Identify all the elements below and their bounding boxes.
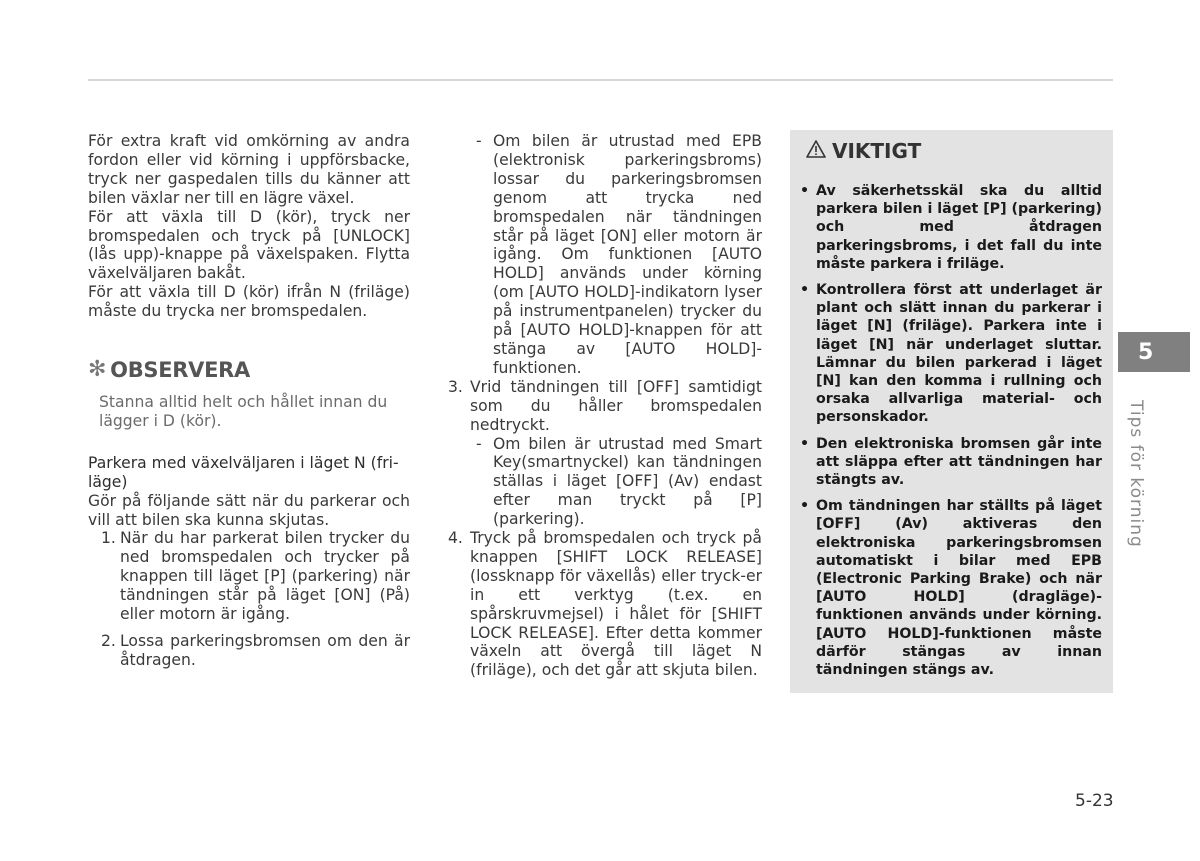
- warning-triangle-icon: [806, 139, 826, 163]
- procedure-intro: Gör på följande sätt när du parkerar och vill att bilen ska kunna skjutas.: [88, 491, 410, 529]
- left-column: [88, 132, 410, 670]
- shift-d-paragraph: För att växla till D (kör), tryck ner bromspedalen och tryck på [UNLOCK] (lås upp)-knappe på växelspaken. Flytta växelväljaren bakåt.: [88, 207, 410, 283]
- list-item: 2. Lossa parkeringsbromsen om den är åtdragen.: [101, 631, 410, 669]
- procedure-list-left: [88, 529, 410, 669]
- warning-list: [800, 182, 1102, 687]
- list-item: • Kontrollera först att underlaget är plant och slätt innan du parkerar i läget [N] (friläge). Parkera inte i läget [N] när underlaget sluttar. Lämnar du bilen parkerad i läget [N] kan den komma i rullning och orsaka allvarliga material- och personskador.: [800, 282, 1102, 426]
- list-item: • Den elektroniska bromsen går inte att släppa efter att tändningen har stängts av.: [800, 435, 1102, 489]
- list-item: • Av säkerhetsskäl ska du alltid parkera bilen i läget [P] (parkering) och med åtdragen parkeringsbroms, i det fall du inte måste parkera i friläge.: [800, 183, 1102, 272]
- warning-title: VIKTIGT: [832, 139, 922, 163]
- asterisk-icon: ✻: [88, 357, 107, 383]
- warning-heading: [806, 139, 921, 163]
- middle-column: [448, 132, 762, 680]
- page-number: 5-23: [1075, 791, 1114, 811]
- header-rule: [88, 79, 1113, 81]
- list-item: 3. Vrid tändningen till [OFF] samtidigt som du håller bromspedalen nedtryckt.: [448, 377, 762, 434]
- observera-heading: [88, 357, 410, 383]
- list-item: • Om tändningen har ställts på läget [OFF] (Av) aktiveras den elektroniska parkeringsbromsen automatiskt i bilar med EPB (Electronic Parking Brake) och när [AUTO HOLD] (dragläge)-funktionen används under körning. [AUTO HOLD]-funktionen måste därför stängas av innan tändningen stängs av.: [800, 498, 1102, 679]
- observera-title: OBSERVERA: [110, 358, 250, 383]
- smart-key-note: - Om bilen är utrustad med Smart Key(smartnyckel) kan tändningen ställas i läget [OFF] (Av) endast efter man tryckt på [P] (parkering).: [476, 434, 762, 529]
- list-item: 4. Tryck på bromspedalen och tryck på knappen [SHIFT LOCK RELEASE] (lossknapp för växellås) eller tryck-er in ett verktyg (t.ex. en spårskruvmejsel) i hålet för [SHIFT LOCK RELEASE]. Efter detta kommer växeln att övergå till läget N (friläge), och det går att skjuta bilen.: [448, 529, 762, 680]
- intro-paragraph: För extra kraft vid omkörning av andra fordon eller vid körning i uppförsbacke, tryck ner gaspedalen tills du känner att bilen växlar ner till en lägre växel.: [88, 132, 410, 207]
- list-item: 1. När du har parkerat bilen trycker du ned bromspedalen och trycker på knappen till läget [P] (parkering) när tändningen står på läget [ON] (På) eller motorn är igång.: [101, 529, 410, 624]
- observera-text: Stanna alltid helt och hållet innan du lägger i D (kör).: [99, 392, 388, 430]
- warning-box: [790, 130, 1113, 693]
- shift-n-d-paragraph: För att växla till D (kör) ifrån N (friläge) måste du trycka ner bromspedalen.: [88, 283, 410, 321]
- section-subheading: Parkera med växelväljaren i läget N (fri-läge): [88, 453, 399, 491]
- chapter-side-label: Tips för körning: [1126, 400, 1146, 548]
- epb-note: - Om bilen är utrustad med EPB (elektronisk parkeringsbroms) lossar du parkeringsbromsen genom att trycka ned bromspedalen när tändningen står på läget [ON] eller motorn är igång. Om funktionen [AUTO HOLD] används under körning (om [AUTO HOLD]-indikatorn lyser på instrumentpanelen) trycker du på [AUTO HOLD]-knappen för att stänga av [AUTO HOLD]-funktionen.: [476, 132, 762, 377]
- chapter-tab: 5: [1118, 332, 1190, 372]
